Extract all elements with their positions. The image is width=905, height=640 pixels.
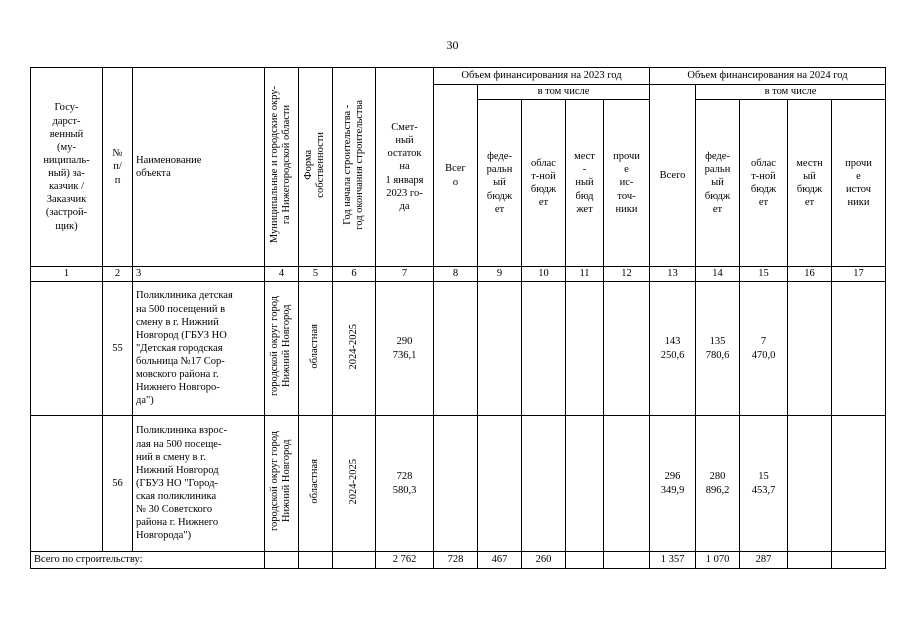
empty-cell [604, 552, 650, 569]
col-number: 6 [333, 267, 376, 282]
total-2024: 143 250,6 [650, 282, 696, 416]
header-local-2023: мест - ный бюд жет [566, 100, 604, 267]
empty-cell [832, 416, 886, 552]
municipal: городской округ город Нижний Новгород [269, 296, 293, 397]
empty-cell [434, 416, 478, 552]
construction-financing-table [30, 67, 886, 569]
municipal: городской округ город Нижний Новгород [269, 431, 293, 532]
years: 2024-2025 [347, 323, 359, 370]
regional-2024: 15 453,7 [740, 416, 788, 552]
header-other-2023: прочи е ис- точ- ники [604, 100, 650, 267]
ownership: областная [309, 324, 321, 369]
header-incl-2024: в том числе [696, 85, 886, 100]
row-num: 55 [103, 282, 133, 416]
totals-federal-2023: 467 [478, 552, 522, 569]
object-name: Поликлиника взрос- лая на 500 посеще- ний в смену в г. Нижний Новгород (ГБУЗ НО "Город- ская поликлиника № 30 Советского района г. Нижнего Новгорода") [133, 416, 265, 552]
empty-cell [478, 282, 522, 416]
empty-cell [522, 282, 566, 416]
header-federal-2024: феде- ральн ый бюдж ет [696, 100, 740, 267]
federal-2024: 135 780,6 [696, 282, 740, 416]
empty-cell [566, 282, 604, 416]
empty-cell [788, 552, 832, 569]
header-num: № п/ п [103, 68, 133, 267]
totals-total-2023: 728 [434, 552, 478, 569]
col-number: 4 [265, 267, 299, 282]
municipal-cell [265, 282, 299, 416]
page-number: 30 [446, 38, 459, 52]
header-years-cell [333, 68, 376, 267]
header-total-2023: Всег о [434, 85, 478, 267]
totals-federal-2024: 1 070 [696, 552, 740, 569]
header-balance: Смет- ный остаток на 1 января 2023 го- да [376, 68, 434, 267]
col-number: 10 [522, 267, 566, 282]
balance: 728 580,3 [376, 416, 434, 552]
table-row [31, 282, 886, 416]
empty-cell [788, 416, 832, 552]
col-number: 14 [696, 267, 740, 282]
header-municipal: Муниципальные и городские окру- га Нижегородской области [269, 86, 293, 244]
header-fin-2023: Объем финансирования на 2023 год [434, 68, 650, 85]
empty-cell [333, 552, 376, 569]
municipal-cell [265, 416, 299, 552]
balance: 290 736,1 [376, 282, 434, 416]
col-number: 13 [650, 267, 696, 282]
object-name: Поликлиника детская на 500 посещений в смену в г. Нижний Новгород (ГБУЗ НО "Детская городская больница №17 Сор- мовского района г. Нижнего Новгоро- да") [133, 282, 265, 416]
header-object-name: Наименование объекта [133, 68, 265, 267]
customer-cell [31, 416, 103, 552]
customer-cell [31, 282, 103, 416]
ownership-cell [299, 282, 333, 416]
header-federal-2023: феде- ральн ый бюдж ет [478, 100, 522, 267]
totals-row [31, 552, 886, 569]
years-cell [333, 416, 376, 552]
header-regional-2023: облас т-ной бюдж ет [522, 100, 566, 267]
totals-label: Всего по строительству: [31, 552, 265, 569]
empty-cell [788, 282, 832, 416]
header-local-2024: местн ый бюдж ет [788, 100, 832, 267]
col-number: 11 [566, 267, 604, 282]
total-2024: 296 349,9 [650, 416, 696, 552]
empty-cell [434, 282, 478, 416]
empty-cell [566, 552, 604, 569]
col-number: 17 [832, 267, 886, 282]
years-cell [333, 282, 376, 416]
header-total-2024: Всего [650, 85, 696, 267]
header-other-2024: прочи е источ ники [832, 100, 886, 267]
totals-balance: 2 762 [376, 552, 434, 569]
col-number: 5 [299, 267, 333, 282]
federal-2024: 280 896,2 [696, 416, 740, 552]
col-number: 12 [604, 267, 650, 282]
col-number: 2 [103, 267, 133, 282]
table-row [31, 416, 886, 552]
empty-cell [604, 416, 650, 552]
header-row-1 [31, 68, 886, 85]
totals-regional-2023: 260 [522, 552, 566, 569]
empty-cell [566, 416, 604, 552]
col-number: 9 [478, 267, 522, 282]
header-years: Год начала строительства - год окончания строительства [341, 100, 365, 230]
header-incl-2023: в том числе [478, 85, 650, 100]
empty-cell [832, 282, 886, 416]
regional-2024: 7 470,0 [740, 282, 788, 416]
col-number: 1 [31, 267, 103, 282]
col-number: 16 [788, 267, 832, 282]
col-number: 8 [434, 267, 478, 282]
column-number-row [31, 267, 886, 282]
empty-cell [299, 552, 333, 569]
ownership: областная [309, 459, 321, 504]
empty-cell [522, 416, 566, 552]
col-number: 15 [740, 267, 788, 282]
header-municipal-cell [265, 68, 299, 267]
col-number: 3 [133, 267, 265, 282]
empty-cell [832, 552, 886, 569]
totals-regional-2024: 287 [740, 552, 788, 569]
totals-total-2024: 1 357 [650, 552, 696, 569]
ownership-cell [299, 416, 333, 552]
empty-cell [265, 552, 299, 569]
header-ownership-cell [299, 68, 333, 267]
years: 2024-2025 [347, 458, 359, 505]
header-fin-2024: Объем финансирования на 2024 год [650, 68, 886, 85]
row-num: 56 [103, 416, 133, 552]
col-number: 7 [376, 267, 434, 282]
empty-cell [478, 416, 522, 552]
header-regional-2024: облас т-ной бюдж ет [740, 100, 788, 267]
header-customer: Госу- дарст- венный (му- ниципаль- ный) за- казчик / Заказчик (застрой- щик) [31, 68, 103, 267]
header-ownership: Форма собственности [303, 132, 327, 198]
empty-cell [604, 282, 650, 416]
